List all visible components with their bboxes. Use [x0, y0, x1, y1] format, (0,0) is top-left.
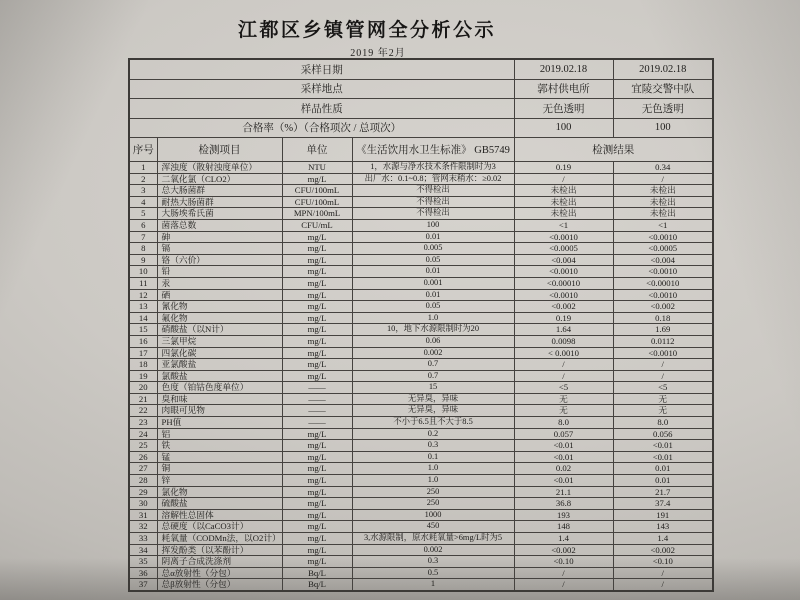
cell-standard: 不得检出 — [352, 208, 514, 220]
cell-standard: 100 — [352, 219, 514, 231]
cell-unit: mg/L — [282, 521, 352, 533]
cell-unit: mg/L — [282, 289, 352, 301]
cell-seq: 35 — [129, 556, 157, 568]
cell-item: 阴离子合成洗涤剂 — [157, 556, 282, 568]
table-row — [129, 162, 713, 174]
table-row — [129, 335, 713, 347]
cell-standard: 不得检出 — [352, 196, 514, 208]
col-header-result: 检测结果 — [514, 138, 713, 162]
cell-unit: NTU — [282, 162, 352, 174]
cell-seq: 34 — [129, 544, 157, 556]
table-row — [129, 475, 713, 487]
cell-standard: 0.1 — [352, 451, 514, 463]
cell-item: 锰 — [157, 451, 282, 463]
info-value-sample1: 无色透明 — [514, 99, 613, 119]
cell-result-sample2: <1 — [613, 219, 713, 231]
cell-item: 汞 — [157, 277, 282, 289]
cell-result-sample1: 21.1 — [514, 486, 613, 498]
cell-seq: 20 — [129, 382, 157, 394]
table-row — [129, 428, 713, 440]
cell-item: 硫酸盐 — [157, 498, 282, 510]
cell-unit: CFU/100mL — [282, 185, 352, 197]
cell-result-sample1: <0.01 — [514, 440, 613, 452]
cell-result-sample1: 148 — [514, 521, 613, 533]
cell-standard: 15 — [352, 382, 514, 394]
col-header-unit: 单位 — [282, 138, 352, 162]
cell-standard: 0.005 — [352, 243, 514, 255]
cell-unit: MPN/100mL — [282, 208, 352, 220]
cell-result-sample1: / — [514, 359, 613, 371]
cell-result-sample1: 未检出 — [514, 208, 613, 220]
table-row — [129, 451, 713, 463]
table-row — [129, 254, 713, 266]
table-row — [129, 185, 713, 197]
cell-unit: —— — [282, 405, 352, 417]
table-row — [129, 347, 713, 359]
cell-unit: mg/L — [282, 544, 352, 556]
col-header-standard: 《生活饮用水卫生标准》 GB5749 — [352, 138, 514, 162]
cell-result-sample2: 0.34 — [613, 162, 713, 174]
cell-item: 大肠埃希氏菌 — [157, 208, 282, 220]
column-header-section — [129, 138, 713, 162]
cell-standard: 0.3 — [352, 440, 514, 452]
cell-unit: mg/L — [282, 359, 352, 371]
cell-item: PH值 — [157, 417, 282, 429]
cell-seq: 21 — [129, 393, 157, 405]
cell-item: 砷 — [157, 231, 282, 243]
cell-seq: 15 — [129, 324, 157, 336]
cell-result-sample1: 0.0098 — [514, 335, 613, 347]
cell-unit: mg/L — [282, 463, 352, 475]
cell-item: 总α放射性（分包） — [157, 567, 282, 579]
cell-seq: 7 — [129, 231, 157, 243]
info-label: 采样日期 — [129, 59, 514, 79]
cell-result-sample2: 无 — [613, 393, 713, 405]
table-row — [129, 463, 713, 475]
cell-result-sample2: 0.18 — [613, 312, 713, 324]
cell-item: 耐热大肠菌群 — [157, 196, 282, 208]
cell-item: 三氯甲烷 — [157, 335, 282, 347]
cell-unit: mg/L — [282, 556, 352, 568]
cell-standard: 250 — [352, 486, 514, 498]
info-value-sample1: 100 — [514, 118, 613, 138]
cell-standard: 0.01 — [352, 266, 514, 278]
cell-seq: 13 — [129, 301, 157, 313]
cell-result-sample2: <0.0010 — [613, 231, 713, 243]
cell-result-sample1: <0.0010 — [514, 289, 613, 301]
cell-item: 铝 — [157, 428, 282, 440]
cell-unit: Bq/L — [282, 579, 352, 591]
cell-result-sample2: 未检出 — [613, 208, 713, 220]
cell-standard: 450 — [352, 521, 514, 533]
table-row — [129, 498, 713, 510]
cell-item: 耗氧量（CODMn法，以O2计） — [157, 533, 282, 545]
cell-seq: 4 — [129, 196, 157, 208]
table-row — [129, 486, 713, 498]
cell-unit: mg/L — [282, 533, 352, 545]
info-section — [129, 59, 713, 138]
cell-result-sample2: 8.0 — [613, 417, 713, 429]
table-row — [129, 393, 713, 405]
cell-standard: 1，水源与净水技术条件限制时为3 — [352, 162, 514, 174]
cell-seq: 1 — [129, 162, 157, 174]
cell-result-sample1: < 0.0010 — [514, 347, 613, 359]
cell-result-sample1: / — [514, 579, 613, 591]
info-row — [129, 99, 713, 119]
cell-item: 氰化物 — [157, 301, 282, 313]
table-row — [129, 277, 713, 289]
cell-standard: 0.5 — [352, 567, 514, 579]
cell-result-sample2: / — [613, 173, 713, 185]
table-row — [129, 243, 713, 255]
cell-result-sample2: 0.01 — [613, 475, 713, 487]
cell-result-sample1: 无 — [514, 393, 613, 405]
cell-result-sample2: 143 — [613, 521, 713, 533]
cell-item: 总大肠菌群 — [157, 185, 282, 197]
cell-unit: mg/L — [282, 335, 352, 347]
info-value-sample2: 100 — [613, 118, 713, 138]
cell-result-sample1: 未检出 — [514, 196, 613, 208]
cell-result-sample1: 未检出 — [514, 185, 613, 197]
cell-seq: 33 — [129, 533, 157, 545]
cell-unit: mg/L — [282, 301, 352, 313]
cell-seq: 11 — [129, 277, 157, 289]
table-row — [129, 544, 713, 556]
cell-unit: mg/L — [282, 451, 352, 463]
cell-item: 硝酸盐（以N计） — [157, 324, 282, 336]
table-row — [129, 231, 713, 243]
cell-seq: 5 — [129, 208, 157, 220]
cell-result-sample2: 0.01 — [613, 463, 713, 475]
cell-item: 铁 — [157, 440, 282, 452]
cell-unit: mg/L — [282, 440, 352, 452]
cell-result-sample1: <5 — [514, 382, 613, 394]
cell-unit: mg/L — [282, 370, 352, 382]
cell-seq: 12 — [129, 289, 157, 301]
cell-item: 总β放射性（分包） — [157, 579, 282, 591]
cell-standard: 1000 — [352, 509, 514, 521]
cell-unit: mg/L — [282, 312, 352, 324]
cell-result-sample1: <0.0005 — [514, 243, 613, 255]
cell-item: 二氧化氯（CLO2） — [157, 173, 282, 185]
table-row — [129, 266, 713, 278]
cell-standard: 1.0 — [352, 475, 514, 487]
cell-seq: 25 — [129, 440, 157, 452]
cell-seq: 37 — [129, 579, 157, 591]
info-value-sample1: 郭村供电所 — [514, 79, 613, 99]
cell-unit: mg/L — [282, 277, 352, 289]
cell-result-sample2: 0.056 — [613, 428, 713, 440]
cell-result-sample2: / — [613, 579, 713, 591]
info-row — [129, 79, 713, 99]
cell-result-sample2: / — [613, 370, 713, 382]
cell-result-sample2: 1.69 — [613, 324, 713, 336]
cell-result-sample2: 未检出 — [613, 185, 713, 197]
cell-standard: 0.002 — [352, 347, 514, 359]
cell-standard: 不得检出 — [352, 185, 514, 197]
cell-standard: 0.06 — [352, 335, 514, 347]
cell-result-sample1: 无 — [514, 405, 613, 417]
cell-standard: 3,水源限制，原水耗氧量>6mg/L时为5 — [352, 533, 514, 545]
cell-result-sample2: <0.00010 — [613, 277, 713, 289]
cell-seq: 32 — [129, 521, 157, 533]
cell-seq: 27 — [129, 463, 157, 475]
cell-result-sample1: 1.64 — [514, 324, 613, 336]
cell-standard: 250 — [352, 498, 514, 510]
info-row — [129, 118, 713, 138]
cell-standard: 1.0 — [352, 463, 514, 475]
table-row — [129, 312, 713, 324]
cell-item: 臭和味 — [157, 393, 282, 405]
cell-result-sample1: <0.0010 — [514, 266, 613, 278]
cell-unit: mg/L — [282, 324, 352, 336]
cell-item: 浑浊度（散射浊度单位） — [157, 162, 282, 174]
cell-item: 铅 — [157, 266, 282, 278]
table-row — [129, 417, 713, 429]
cell-seq: 29 — [129, 486, 157, 498]
table-row — [129, 324, 713, 336]
cell-seq: 36 — [129, 567, 157, 579]
cell-seq: 2 — [129, 173, 157, 185]
cell-result-sample1: 0.19 — [514, 312, 613, 324]
cell-unit: mg/L — [282, 428, 352, 440]
cell-seq: 10 — [129, 266, 157, 278]
cell-result-sample2: <0.0010 — [613, 289, 713, 301]
cell-unit: mg/L — [282, 231, 352, 243]
cell-unit: mg/L — [282, 475, 352, 487]
cell-item: 氯酸盐 — [157, 370, 282, 382]
water-quality-table — [128, 58, 714, 592]
cell-item: 挥发酚类（以苯酚计） — [157, 544, 282, 556]
table-row — [129, 359, 713, 371]
cell-result-sample2: <0.01 — [613, 451, 713, 463]
cell-standard: 0.05 — [352, 254, 514, 266]
table-row — [129, 521, 713, 533]
table-row — [129, 533, 713, 545]
cell-item: 四氯化碳 — [157, 347, 282, 359]
cell-seq: 6 — [129, 219, 157, 231]
cell-result-sample1: / — [514, 173, 613, 185]
table-row — [129, 405, 713, 417]
cell-result-sample1: <0.00010 — [514, 277, 613, 289]
cell-result-sample2: 191 — [613, 509, 713, 521]
info-label: 采样地点 — [129, 79, 514, 99]
cell-unit: mg/L — [282, 498, 352, 510]
results-section — [129, 162, 713, 591]
cell-seq: 31 — [129, 509, 157, 521]
cell-result-sample2: <0.002 — [613, 301, 713, 313]
cell-result-sample2: 无 — [613, 405, 713, 417]
cell-result-sample1: <0.002 — [514, 301, 613, 313]
cell-item: 铜 — [157, 463, 282, 475]
cell-item: 硒 — [157, 289, 282, 301]
cell-seq: 3 — [129, 185, 157, 197]
cell-item: 氟化物 — [157, 312, 282, 324]
cell-standard: 无异臭，异味 — [352, 393, 514, 405]
cell-unit: mg/L — [282, 486, 352, 498]
cell-result-sample2: 37.4 — [613, 498, 713, 510]
table-row — [129, 301, 713, 313]
cell-result-sample2: / — [613, 359, 713, 371]
cell-standard: 0.7 — [352, 359, 514, 371]
info-label: 样品性质 — [129, 99, 514, 119]
cell-seq: 19 — [129, 370, 157, 382]
cell-standard: 无异臭，异味 — [352, 405, 514, 417]
cell-seq: 17 — [129, 347, 157, 359]
cell-standard: 0.002 — [352, 544, 514, 556]
cell-unit: —— — [282, 393, 352, 405]
cell-unit: mg/L — [282, 243, 352, 255]
cell-item: 肉眼可见物 — [157, 405, 282, 417]
cell-seq: 30 — [129, 498, 157, 510]
cell-item: 菌落总数 — [157, 219, 282, 231]
cell-seq: 28 — [129, 475, 157, 487]
cell-result-sample2: <0.004 — [613, 254, 713, 266]
cell-item: 总硬度（以CaCO3计） — [157, 521, 282, 533]
cell-result-sample1: 1.4 — [514, 533, 613, 545]
cell-seq: 26 — [129, 451, 157, 463]
col-header-seq: 序号 — [129, 138, 157, 162]
page-title: 江都区乡镇管网全分析公示 — [237, 20, 496, 41]
cell-standard: 1.0 — [352, 312, 514, 324]
column-header-row — [129, 138, 713, 162]
cell-seq: 24 — [129, 428, 157, 440]
table-row — [129, 173, 713, 185]
cell-unit: CFU/mL — [282, 219, 352, 231]
cell-standard: 0.7 — [352, 370, 514, 382]
table-row — [129, 289, 713, 301]
cell-item: 溶解性总固体 — [157, 509, 282, 521]
cell-result-sample1: 8.0 — [514, 417, 613, 429]
cell-result-sample2: / — [613, 567, 713, 579]
cell-item: 镉 — [157, 243, 282, 255]
cell-unit: mg/L — [282, 254, 352, 266]
cell-result-sample1: 0.057 — [514, 428, 613, 440]
cell-standard: 1 — [352, 579, 514, 591]
cell-result-sample2: 未检出 — [613, 196, 713, 208]
table-row — [129, 219, 713, 231]
col-header-item: 检测项目 — [157, 138, 282, 162]
cell-result-sample1: <0.002 — [514, 544, 613, 556]
table-row — [129, 579, 713, 591]
cell-seq: 16 — [129, 335, 157, 347]
cell-item: 氯化物 — [157, 486, 282, 498]
cell-result-sample2: <0.0005 — [613, 243, 713, 255]
table-row — [129, 196, 713, 208]
table-row — [129, 440, 713, 452]
table-row — [129, 509, 713, 521]
info-value-sample2: 宜陵交警中队 — [613, 79, 713, 99]
cell-result-sample2: <0.0010 — [613, 347, 713, 359]
cell-result-sample1: <0.10 — [514, 556, 613, 568]
page-subtitle: 2019 年2月 — [350, 48, 406, 59]
cell-item: 亚氯酸盐 — [157, 359, 282, 371]
cell-standard: 0.01 — [352, 231, 514, 243]
cell-result-sample1: 193 — [514, 509, 613, 521]
cell-result-sample1: <1 — [514, 219, 613, 231]
cell-result-sample1: 36.8 — [514, 498, 613, 510]
cell-result-sample2: <5 — [613, 382, 713, 394]
cell-unit: CFU/100mL — [282, 196, 352, 208]
cell-standard: 0.001 — [352, 277, 514, 289]
cell-item: 色度（铂钴色度单位） — [157, 382, 282, 394]
cell-item: 锌 — [157, 475, 282, 487]
cell-unit: —— — [282, 417, 352, 429]
cell-result-sample2: 0.0112 — [613, 335, 713, 347]
cell-seq: 9 — [129, 254, 157, 266]
table-row — [129, 208, 713, 220]
cell-seq: 18 — [129, 359, 157, 371]
cell-result-sample1: <0.004 — [514, 254, 613, 266]
cell-standard: 出厂水：0.1~0.8；管网末稍水：≥0.02 — [352, 173, 514, 185]
cell-standard: 不小于6.5且不大于8.5 — [352, 417, 514, 429]
cell-result-sample1: / — [514, 567, 613, 579]
table-row — [129, 382, 713, 394]
table-row — [129, 556, 713, 568]
cell-standard: 0.3 — [352, 556, 514, 568]
info-value-sample2: 无色透明 — [613, 99, 713, 119]
cell-result-sample1: <0.01 — [514, 451, 613, 463]
cell-unit: mg/L — [282, 266, 352, 278]
info-value-sample1: 2019.02.18 — [514, 59, 613, 79]
cell-item: 铬（六价） — [157, 254, 282, 266]
cell-result-sample2: <0.01 — [613, 440, 713, 452]
cell-result-sample2: <0.0010 — [613, 266, 713, 278]
cell-result-sample1: 0.19 — [514, 162, 613, 174]
cell-standard: 0.05 — [352, 301, 514, 313]
cell-unit: mg/L — [282, 347, 352, 359]
cell-standard: 10，地下水源限制时为20 — [352, 324, 514, 336]
cell-result-sample1: 0.02 — [514, 463, 613, 475]
cell-result-sample1: <0.0010 — [514, 231, 613, 243]
cell-seq: 8 — [129, 243, 157, 255]
cell-result-sample2: 1.4 — [613, 533, 713, 545]
info-value-sample2: 2019.02.18 — [613, 59, 713, 79]
cell-standard: 0.01 — [352, 289, 514, 301]
cell-unit: —— — [282, 382, 352, 394]
cell-seq: 23 — [129, 417, 157, 429]
cell-result-sample2: 21.7 — [613, 486, 713, 498]
cell-seq: 22 — [129, 405, 157, 417]
cell-result-sample1: / — [514, 370, 613, 382]
table-row — [129, 370, 713, 382]
info-row — [129, 59, 713, 79]
cell-unit: Bq/L — [282, 567, 352, 579]
info-label: 合格率（%）（合格项次 / 总项次） — [129, 118, 514, 138]
cell-result-sample2: <0.10 — [613, 556, 713, 568]
cell-result-sample1: <0.01 — [514, 475, 613, 487]
cell-result-sample2: <0.002 — [613, 544, 713, 556]
table-row — [129, 567, 713, 579]
cell-unit: mg/L — [282, 509, 352, 521]
cell-standard: 0.2 — [352, 428, 514, 440]
cell-seq: 14 — [129, 312, 157, 324]
cell-unit: mg/L — [282, 173, 352, 185]
